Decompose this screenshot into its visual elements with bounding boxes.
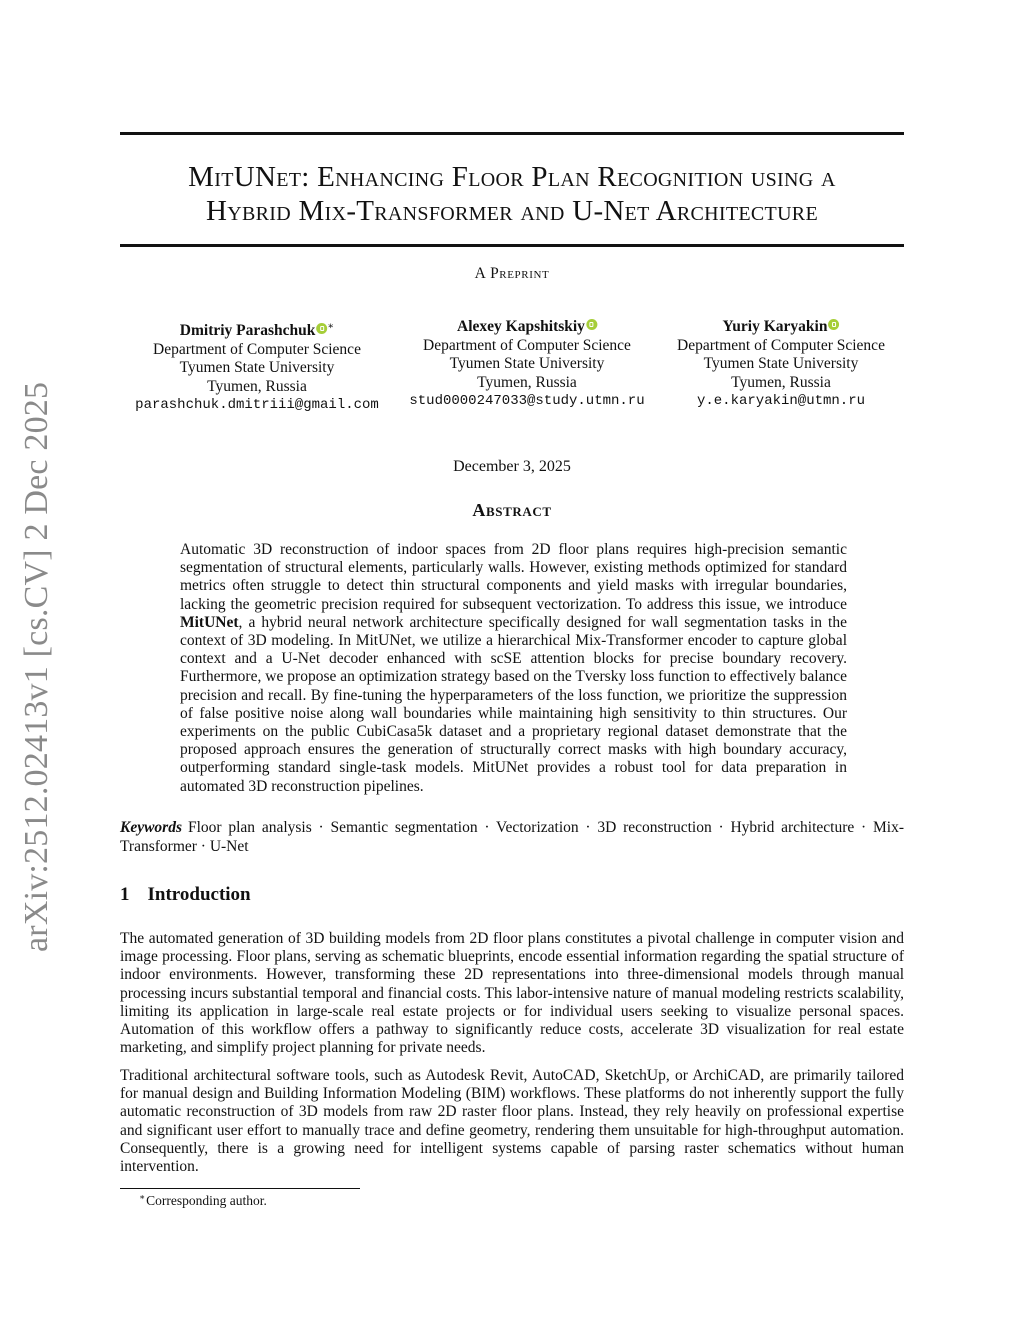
title-rule-top (120, 132, 904, 135)
author-department: Department of Computer Science (153, 340, 361, 358)
author-3 (677, 318, 885, 411)
paper-title (120, 160, 904, 228)
body-paragraph: Traditional architectural software tools, such as Autodesk Revit, AutoCAD, SketchUp, or ArchiCAD, are primarily tailored for manual design and Building Information Modeling (BIM) workflows. These platforms do not inherently support the fully automatic reconstruction of 3D models from raw 2D raster floor plans. Instead, they rely heavily on professional expertise and significant user effort to manually trace and define geometry, rendering them unsuitable for high-throughput automation. Consequently, there is a growing need for intelligent systems capable of parsing raster schematics without human intervention. (120, 1067, 904, 1176)
abstract-text-before: Automatic 3D reconstruction of indoor spaces from 2D floor plans requires high-precision semantic segmentation of structural elements, particularly walls. However, existing methods optimized for standard metrics often struggle to detect thin structural components and yield masks with irregular boundaries, lacking the geometric precision required for subsequent vectorization. To address this issue, we introduce (180, 541, 847, 613)
author-2 (409, 318, 644, 411)
corresponding-marker: ∗ (327, 321, 335, 332)
orcid-icon[interactable] (316, 323, 327, 334)
body-paragraph: The automated generation of 3D building models from 2D floor plans constitutes a pivotal challenge in computer vision and image processing. Floor plans, serving as schematic blueprints, encode essential information regarding the spatial structure of indoor environments. However, transforming these 2D representations into three-dimensional models through manual processing incurs substantial temporal and financial costs. This labor-intensive nature of manual modeling restricts scalability, limiting its application in large-scale real estate projects or for individual users seeking to visualize personal spaces. Automation of this workflow offers a pathway to significantly reduce costs, accelerate 3D visualization for real estate marketing, and simplify project planning for private needs. (120, 930, 904, 1057)
author-department: Department of Computer Science (677, 336, 885, 354)
section-title: Introduction (147, 884, 251, 905)
author-name: Yuriy Karyakin (722, 318, 828, 335)
keywords-label: Keywords (120, 819, 182, 836)
author-university: Tyumen State University (179, 359, 335, 376)
preprint-label: A Preprint (474, 265, 550, 282)
footnote-text: Corresponding author. (146, 1193, 267, 1208)
author-email[interactable]: y.e.karyakin@utmn.ru (696, 393, 866, 409)
orcid-icon[interactable] (828, 319, 839, 330)
author-location: Tyumen, Russia (477, 373, 577, 391)
author-university: Tyumen State University (449, 355, 605, 372)
orcid-icon[interactable] (586, 319, 597, 330)
arxiv-side-stamp: arXiv:2512.02413v1 [cs.CV] 2 Dec 2025 (18, 381, 55, 952)
author-location: Tyumen, Russia (207, 377, 307, 395)
author-name: Alexey Kapshitskiy (457, 318, 585, 335)
footnote-marker: ∗ (139, 1192, 146, 1202)
author-name: Dmitriy Parashchuk (179, 322, 316, 339)
abstract-text-after: , a hybrid neural network architecture specifically designed for wall segmentation tasks in the context of 3D modeling. In MitUNet, we utilize a hierarchical Mix-Transformer encoder to capture global context and a U-Net decoder enhanced with scSE attention blocks for precise boundary recovery. Furthermore, we propose an optimization strategy based on the Tversky loss function to effectively balance precision and recall. By fine-tuning the hyperparameters of the loss function, we prioritize the suppression of false positive noise along wall boundaries while maintaining high sensitivity to thin structures. Our experiments on the public CubiCasa5k dataset and a proprietary regional dataset demonstrate that the proposed approach ensures the generation of structurally correct masks with high boundary accuracy, outperforming standard single-task models. MitUNet provides a robust tool for data preparation in automated 3D reconstruction pipelines. (180, 613, 847, 795)
section-heading-introduction (120, 884, 251, 906)
abstract-heading: Abstract (472, 500, 552, 520)
author-email[interactable]: parashchuk.dmitriii@gmail.com (135, 397, 379, 413)
paper-date: December 3, 2025 (453, 458, 571, 475)
author-university: Tyumen State University (703, 355, 859, 372)
abstract-text (180, 541, 847, 796)
keywords (120, 819, 904, 856)
abstract-highlight: MitUNet (180, 613, 239, 631)
footnote-rule (120, 1188, 360, 1189)
author-1 (135, 318, 379, 415)
title-rule-bottom (120, 244, 904, 247)
footnote (139, 1192, 267, 1209)
author-department: Department of Computer Science (423, 336, 631, 354)
keywords-text: Floor plan analysis · Semantic segmentation · Vectorization · 3D reconstruction · Hybrid architecture · Mix-Transformer · U-Net (120, 819, 904, 855)
author-location: Tyumen, Russia (731, 373, 831, 391)
title-line-1: MitUNet: Enhancing Floor Plan Recognition using a (188, 161, 836, 193)
author-email[interactable]: stud0000247033@study.utmn.ru (409, 393, 645, 409)
title-line-2: Hybrid Mix-Transformer and U-Net Architecture (206, 195, 818, 227)
section-number: 1 (120, 884, 130, 905)
